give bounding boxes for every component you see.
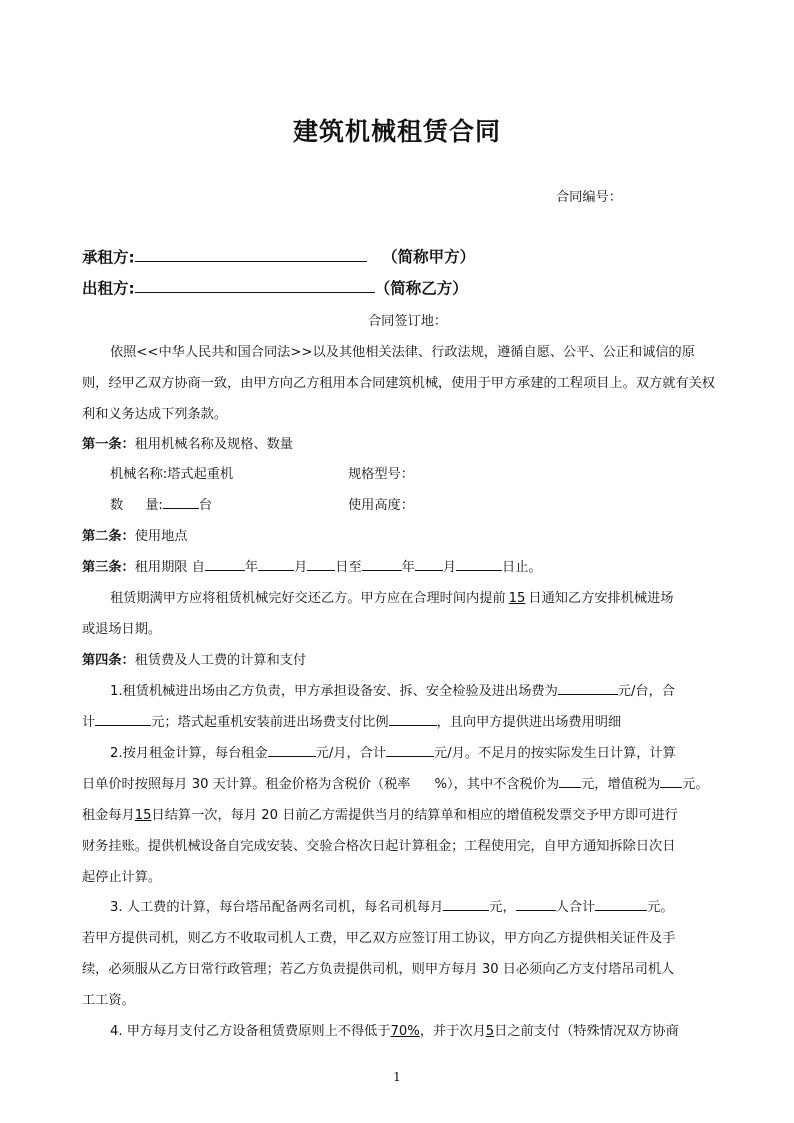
item-1-line-1 (110, 680, 675, 699)
text: 租赁期满甲方应将租赁机械完好交还乙方。甲方应在合理时间内提前 (110, 591, 506, 606)
text: 日之前支付（特殊情况双方协商 (494, 1024, 679, 1039)
sign-place-label: 合同签订地： (368, 314, 448, 329)
notice-days: 15 (508, 591, 526, 606)
contract-number-label: 合同编号： (556, 190, 622, 205)
year-label: 年 (244, 560, 259, 575)
quantity-unit: 台 (198, 498, 213, 513)
item-2-line-3 (82, 804, 678, 823)
intro-line-3: 利和义务达成下列条款。 (82, 407, 228, 422)
text: 日单价时按照每月 30 天计算。租金价格为含税价（税率 (82, 777, 411, 792)
end-label: 日止。 (502, 560, 542, 575)
month-label: 月 (294, 560, 308, 575)
model-label: 规格型号： (348, 467, 414, 482)
quantity-blank (163, 494, 199, 509)
lessor-label: 出租方: (82, 279, 135, 298)
text: 租金每月 (82, 808, 135, 823)
lessee-row (82, 245, 475, 267)
article-1-heading: 第一条： (82, 437, 135, 452)
text: 日通知乙方安排机械进场 (528, 591, 674, 606)
blank (516, 896, 556, 911)
article-2-text: 使用地点 (134, 529, 188, 544)
min-payment-percent: 70% (390, 1024, 420, 1039)
article-2-heading: 第二条： (82, 529, 135, 544)
text: %），其中不含税价为 (434, 777, 560, 792)
article-3-para (110, 587, 673, 606)
blank (415, 556, 443, 571)
intro-line-1: 依照<<中华人民共和国合同法>>以及其他相关法律、行政法规，遵循自愿、公平、公正和诚信的原 (110, 345, 695, 360)
text: 元；塔式起重机安装前进出场费支付比例 (151, 715, 389, 730)
month-label: 月 (442, 560, 457, 575)
text: 计 (82, 715, 96, 730)
text: 元， (489, 900, 516, 915)
text: 人合计 (555, 900, 596, 915)
text: 元，增值税为 (581, 777, 661, 792)
blank (389, 711, 437, 726)
lessee-label: 承租方: (82, 248, 135, 267)
item-3-line-4: 工工资。 (82, 993, 135, 1008)
text: 2.按月租金计算，每台租金 (110, 746, 268, 761)
text: ，且向甲方提供进出场费用明细 (436, 715, 622, 730)
settlement-day: 15 (134, 808, 152, 823)
blank (660, 773, 682, 788)
blank (362, 556, 402, 571)
machine-name-row (110, 463, 233, 482)
item-4-line-1 (110, 1020, 679, 1039)
article-2 (82, 525, 188, 544)
item-2-line-4: 财务挂账。提供机械设备自完成安装、交验合格次日起计算租金；工程使用完，自甲方通知拆除日次日 (82, 839, 676, 854)
lessor-row (82, 276, 468, 298)
blank (595, 896, 647, 911)
blank (559, 773, 581, 788)
blank (443, 896, 489, 911)
item-2-line-2 (82, 773, 709, 792)
text: 1.租赁机械进出场由乙方负责，甲方承担设备安、拆、安全检验及进出场费为 (110, 684, 558, 699)
blank (307, 556, 335, 571)
article-1 (82, 433, 293, 452)
document-title: 建筑机械租赁合同 (292, 117, 501, 146)
text: 4. 甲方每月支付乙方设备租赁费原则上不得低于 (110, 1024, 391, 1039)
day-to-label: 日至 (335, 560, 362, 575)
blank (258, 556, 294, 571)
article-4-text: 租赁费及人工费的计算和支付 (134, 653, 307, 668)
quantity-label-a: 数 (110, 498, 124, 513)
blank (95, 711, 151, 726)
quantity-label-b: 量: (145, 498, 163, 513)
page-number: 1 (393, 1070, 401, 1084)
item-3-line-1 (110, 896, 674, 915)
machine-name-label: 机械名称: (110, 467, 168, 482)
item-2-line-1 (110, 742, 676, 761)
blank (268, 742, 316, 757)
text: 元/月，合计 (315, 746, 387, 761)
intro-line-2: 则，经甲乙双方协商一致，由甲方向乙方租用本合同建筑机械，使用于甲方承建的工程项目上。双方就有关权 (82, 376, 715, 391)
text: 3. 人工费的计算，每台塔吊配备两名司机，每名司机每月 (110, 900, 444, 915)
lessee-blank (135, 245, 367, 262)
height-label: 使用高度： (348, 498, 414, 513)
text: 元/台，合 (617, 684, 675, 699)
blank (386, 742, 434, 757)
article-3-para-end: 或退场日期。 (82, 622, 162, 637)
text: 日结算一次，每月 20 日前乙方需提供当月的结算单和相应的增值税发票交予甲方即可进行 (151, 808, 678, 823)
article-1-text: 租用机械名称及规格、数量 (134, 437, 293, 452)
item-3-line-2: 若甲方提供司机，则乙方不收取司机人工费，甲乙双方应签订用工协议，甲方向乙方提供相关证件及手 (82, 931, 676, 946)
article-3-text: 租用期限 自 (134, 560, 205, 575)
article-4-heading: 第四条： (82, 653, 135, 668)
article-3 (82, 556, 542, 575)
lessor-blank (135, 276, 375, 293)
text: ，并于次月 (419, 1024, 486, 1039)
lessor-suffix: （简称乙方） (374, 279, 468, 298)
payment-day: 5 (485, 1024, 495, 1039)
blank (456, 556, 502, 571)
text: 元。 (647, 900, 674, 915)
machine-name-value: 塔式起重机 (167, 467, 234, 482)
blank (205, 556, 245, 571)
article-3-heading: 第三条： (82, 560, 135, 575)
year-label: 年 (401, 560, 415, 575)
item-2-line-5: 起停止计算。 (82, 870, 162, 885)
blank (558, 680, 618, 695)
item-1-line-2 (82, 711, 621, 730)
quantity-row (110, 494, 212, 513)
text: 元。 (682, 777, 709, 792)
text: 元/月。不足月的按实际发生日计算，计算 (434, 746, 676, 761)
article-4 (82, 649, 306, 668)
item-3-line-3: 续，必须服从乙方日常行政管理；若乙方负责提供司机，则甲方每月 30 日必须向乙方支付塔吊司机人 (82, 962, 675, 977)
lessee-suffix: （简称甲方） (382, 248, 476, 267)
